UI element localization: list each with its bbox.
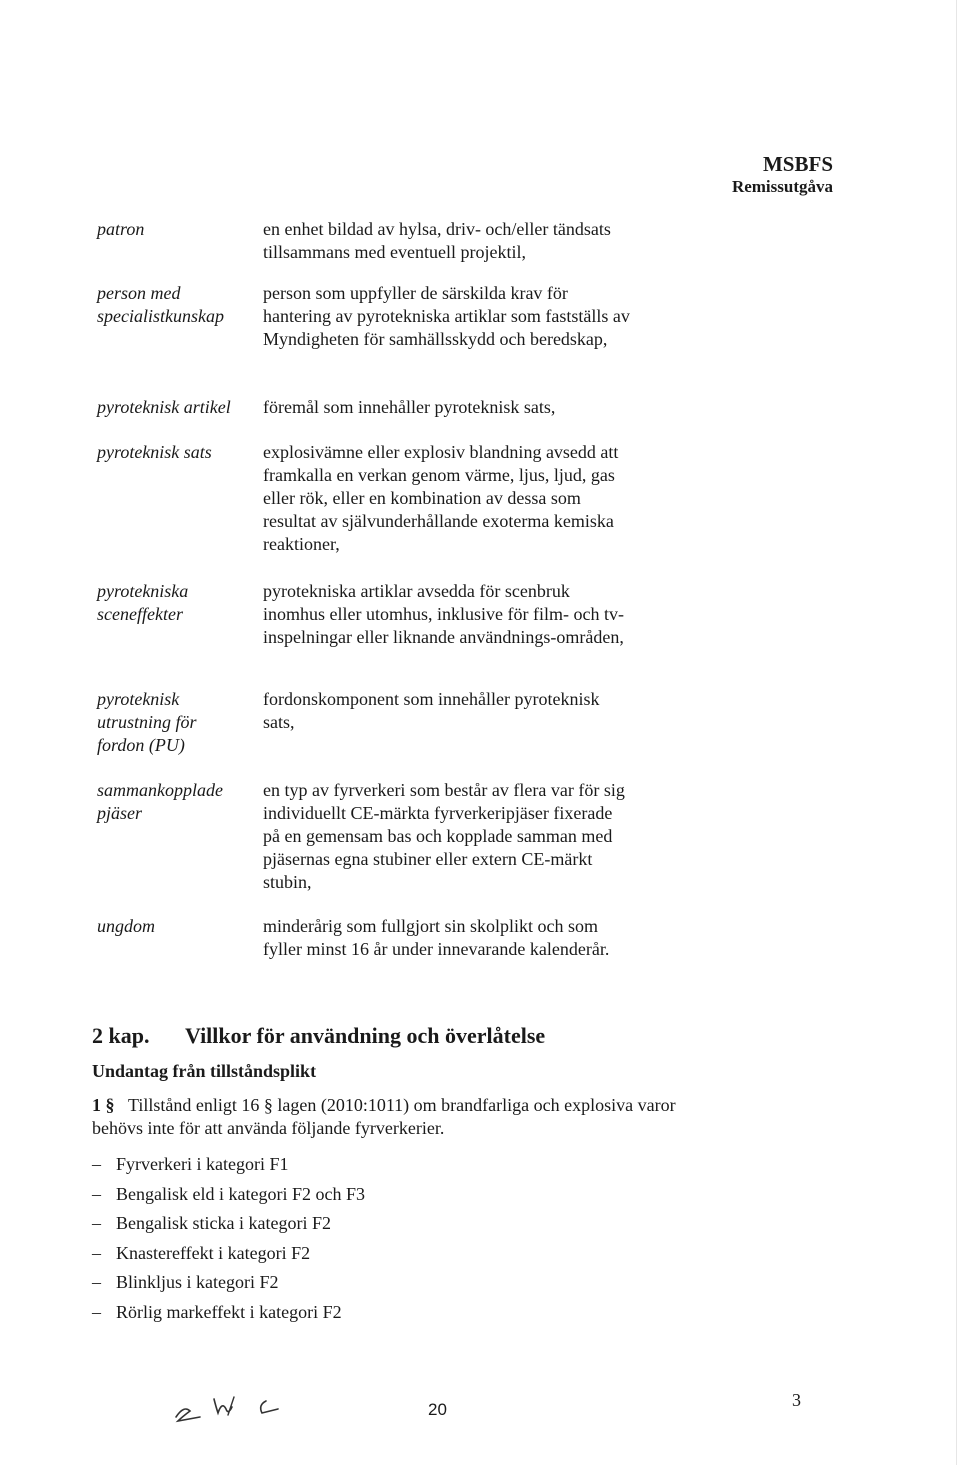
definition-text: en enhet bildad av hylsa, driv- och/eller tändsats tillsammans med eventuell projektil, <box>263 219 611 262</box>
definition-text: föremål som innehåller pyroteknisk sats, <box>263 397 556 417</box>
definition-term: pyrotekniska sceneffekter <box>97 581 189 624</box>
definition-text: fordonskomponent som innehåller pyroteknisk sats, <box>263 689 600 732</box>
list-item-text: Rörlig markeffekt i kategori F2 <box>116 1301 342 1322</box>
paragraph <box>92 1094 702 1140</box>
list-item <box>92 1298 365 1328</box>
definition-term: pyroteknisk sats <box>97 442 212 462</box>
chapter-number: 2 kap. <box>92 1023 150 1048</box>
fireworks-list <box>92 1150 365 1327</box>
definition-text: explosivämne eller explosiv blandning avsedd att framkalla en verkan genom värme, ljus, ljud, gas eller rök, eller en kombination av dessa som resultat av självunderhållande exoterma kemiska reaktioner, <box>263 442 619 554</box>
dash-bullet: – <box>92 1183 101 1204</box>
definition-text: person som uppfyller de särskilda krav för hantering av pyrotekniska artiklar som fastställs av Myndigheten för samhällsskydd och beredskap, <box>263 283 630 349</box>
paragraph-number: 1 § <box>92 1095 115 1115</box>
list-item <box>92 1209 365 1239</box>
publication-subtitle: Remissutgåva <box>731 177 833 196</box>
dash-bullet: – <box>92 1213 101 1233</box>
definition-term: ungdom <box>97 916 155 936</box>
list-item-text: Bengalisk sticka i kategori F2 <box>116 1213 331 1233</box>
dash-bullet: – <box>92 1154 101 1174</box>
handwritten-initials <box>170 1383 310 1433</box>
page-number: 20 <box>428 1400 447 1419</box>
document-header <box>732 152 833 198</box>
publication-title: MSBFS <box>762 152 833 176</box>
chapter-heading <box>92 1022 545 1050</box>
list-item <box>92 1239 365 1269</box>
list-item-text: Fyrverkeri i kategori F1 <box>116 1154 289 1174</box>
list-item <box>92 1180 365 1210</box>
definition-term: pyroteknisk artikel <box>97 397 231 417</box>
definition-term: person med specialistkunskap <box>97 283 224 326</box>
page-edge-line <box>956 0 957 1465</box>
dash-bullet: – <box>92 1301 101 1322</box>
list-item <box>92 1268 365 1298</box>
corner-page-number: 3 <box>792 1390 801 1410</box>
definition-text: minderårig som fullgjort sin skolplikt och som fyller minst 16 år under innevarande kalenderår. <box>263 916 610 959</box>
dash-bullet: – <box>92 1242 101 1263</box>
list-item <box>92 1150 365 1180</box>
dash-bullet: – <box>92 1272 101 1292</box>
list-item-text: Blinkljus i kategori F2 <box>116 1272 279 1292</box>
definition-text: en typ av fyrverkeri som består av flera var för sig individuellt CE-märkta fyrverkeripjäser fixerade på en gemensam bas och kopplade samman med pjäsernas egna stubiner eller extern CE-märkt stubin, <box>263 780 625 892</box>
definition-text: pyrotekniska artiklar avsedda för scenbruk inomhus eller utomhus, inklusive för film- och tv-inspelningar eller liknande användnings-områden, <box>263 581 624 647</box>
section-heading: Undantag från tillståndsplikt <box>92 1061 317 1081</box>
chapter-title: Villkor för användning och överlåtelse <box>185 1023 546 1048</box>
paragraph-text: Tillstånd enligt 16 § lagen (2010:1011) om brandfarliga och explosiva varor behövs inte för att använda följande fyrverkerier. <box>92 1095 676 1138</box>
list-item-text: Knastereffekt i kategori F2 <box>116 1242 311 1263</box>
definition-term: sammankopplade pjäser <box>97 780 223 823</box>
list-item-text: Bengalisk eld i kategori F2 och F3 <box>116 1183 365 1204</box>
definition-term: patron <box>97 219 145 239</box>
definition-term: pyroteknisk utrustning för fordon (PU) <box>97 689 197 755</box>
